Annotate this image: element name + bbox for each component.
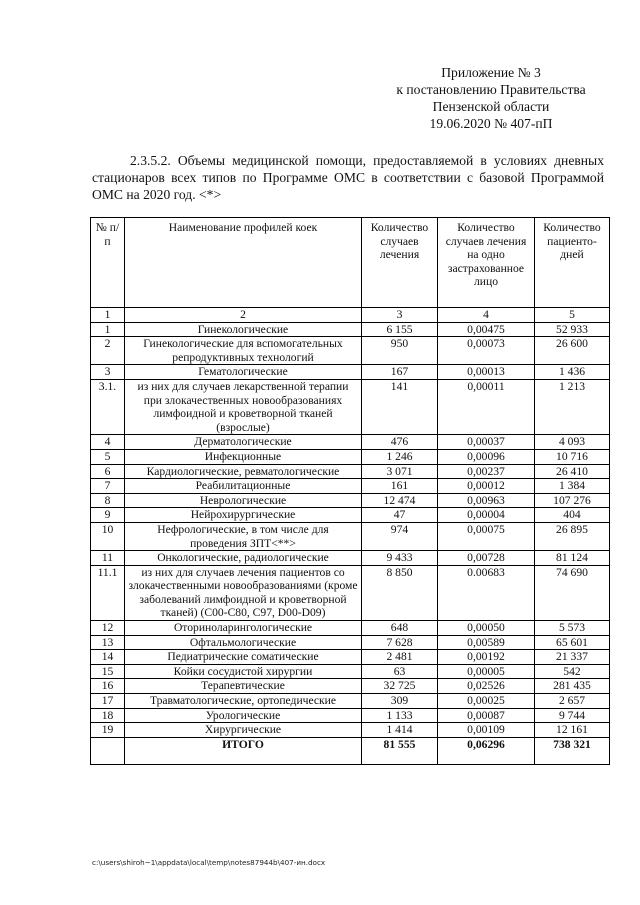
row-num: 17 [91,694,125,709]
row-name: Гематологические [125,365,362,380]
row-patient-days: 21 337 [535,650,610,665]
table-row [91,694,610,709]
row-patient-days: 26 410 [535,464,610,479]
col-number: 4 [438,308,535,323]
row-num: 13 [91,635,125,650]
row-per-insured: 0,00192 [438,650,535,665]
row-patient-days: 9 744 [535,708,610,723]
row-name: Офтальмологические [125,635,362,650]
header-per-insured: Количество случаев лечения на одно застрахованное лицо [438,218,535,308]
row-patient-days: 1 213 [535,379,610,434]
row-name: Инфекционные [125,449,362,464]
table-row [91,464,610,479]
row-name: Терапевтические [125,679,362,694]
row-per-insured: 0,02526 [438,679,535,694]
row-cases: 1 246 [362,449,438,464]
row-patient-days: 542 [535,664,610,679]
row-cases: 167 [362,365,438,380]
row-per-insured: 0,00025 [438,694,535,709]
section-intro [92,152,604,203]
row-per-insured: 0,00589 [438,635,535,650]
table-row [91,493,610,508]
row-patient-days: 404 [535,508,610,523]
row-cases: 3 071 [362,464,438,479]
section-intro-text: 2.3.5.2. Объемы медицинской помощи, предоставляемой в условиях дневных стационаров всех типов по Программе ОМС в соответствии с базовой Программой ОМС на 2020 год. <*> [92,153,604,202]
row-per-insured: 0,00073 [438,337,535,365]
table-row [91,365,610,380]
row-name: Травматологические, ортопедические [125,694,362,709]
row-patient-days: 26 600 [535,337,610,365]
row-name: Реабилитационные [125,479,362,494]
table-row [91,708,610,723]
row-per-insured: 0,00011 [438,379,535,434]
row-cases: 8 850 [362,565,438,620]
row-num: 8 [91,493,125,508]
row-cases: 2 481 [362,650,438,665]
header-patient-days: Количество пациенто-дней [535,218,610,308]
row-name: Неврологические [125,493,362,508]
col-number: 5 [535,308,610,323]
row-patient-days: 74 690 [535,565,610,620]
row-patient-days: 81 124 [535,551,610,566]
row-cases: 141 [362,379,438,434]
table-row [91,508,610,523]
row-name: Гинекологические для вспомогательных репродуктивных технологий [125,337,362,365]
row-per-insured: 0,00004 [438,508,535,523]
total-patient-days: 738 321 [535,737,610,764]
row-per-insured: 0,00075 [438,522,535,550]
column-number-row [91,308,610,323]
row-num: 16 [91,679,125,694]
table-row [91,435,610,450]
table-row [91,551,610,566]
row-cases: 950 [362,337,438,365]
file-path-footer: c:\users\shiroh~1\appdata\local\temp\notes87944b\407-ин.docx [92,858,326,867]
appendix-date: 19.06.2020 № 407-пП [429,116,553,131]
total-per-insured: 0,06296 [438,737,535,764]
row-num: 1 [91,322,125,337]
row-num: 11 [91,551,125,566]
table-row [91,522,610,550]
row-per-insured: 0,00109 [438,723,535,738]
row-per-insured: 0,00096 [438,449,535,464]
row-name: из них для случаев лечения пациентов со злокачественными новообразованиями (кроме заболеваний лимфоидной и кроветворной тканей) (C00-C80, C97, D00-D09) [125,565,362,620]
table-header-row [91,218,610,308]
row-num: 14 [91,650,125,665]
row-per-insured: 0,00012 [438,479,535,494]
appendix-ref: к постановлению Правительства [396,82,586,97]
row-num: 5 [91,449,125,464]
table-row [91,650,610,665]
appendix-region: Пензенской области [432,99,550,114]
row-patient-days: 4 093 [535,435,610,450]
row-per-insured: 0,00475 [438,322,535,337]
row-patient-days: 52 933 [535,322,610,337]
table-row [91,635,610,650]
table-row [91,379,610,434]
row-patient-days: 1 384 [535,479,610,494]
appendix-title: Приложение № 3 [441,65,541,80]
row-name: Хирургические [125,723,362,738]
table-row [91,565,610,620]
table-row [91,679,610,694]
table-row [91,664,610,679]
row-cases: 47 [362,508,438,523]
col-number: 3 [362,308,438,323]
row-num: 11.1 [91,565,125,620]
row-name: Нейрохирургические [125,508,362,523]
row-patient-days: 12 161 [535,723,610,738]
row-per-insured: 0,00013 [438,365,535,380]
row-name: Дерматологические [125,435,362,450]
row-cases: 32 725 [362,679,438,694]
row-name: из них для случаев лекарственной терапии при злокачественных новообразованиях лимфоидной и кроветворной тканей (взрослые) [125,379,362,434]
row-patient-days: 10 716 [535,449,610,464]
col-number: 2 [125,308,362,323]
row-patient-days: 1 436 [535,365,610,380]
row-num: 18 [91,708,125,723]
row-per-insured: 0,00237 [438,464,535,479]
row-name: Урологические [125,708,362,723]
row-name: Койки сосудистой хирургии [125,664,362,679]
row-per-insured: 0,00005 [438,664,535,679]
header-name: Наименование профилей коек [125,218,362,308]
row-name: Кардиологические, ревматологические [125,464,362,479]
row-num: 10 [91,522,125,550]
row-per-insured: 0,00728 [438,551,535,566]
row-cases: 1 414 [362,723,438,738]
row-name: Оториноларингологические [125,621,362,636]
row-name: Педиатрические соматические [125,650,362,665]
row-cases: 161 [362,479,438,494]
row-patient-days: 5 573 [535,621,610,636]
total-cases: 81 555 [362,737,438,764]
row-num: 19 [91,723,125,738]
row-num: 2 [91,337,125,365]
row-num: 3 [91,365,125,380]
row-per-insured: 0,00050 [438,621,535,636]
appendix-header [380,64,602,132]
row-num: 4 [91,435,125,450]
row-cases: 12 474 [362,493,438,508]
header-cases: Количество случаев лечения [362,218,438,308]
row-patient-days: 2 657 [535,694,610,709]
row-cases: 309 [362,694,438,709]
row-per-insured: 0,00087 [438,708,535,723]
row-cases: 648 [362,621,438,636]
row-num: 9 [91,508,125,523]
row-cases: 7 628 [362,635,438,650]
table-row [91,723,610,738]
row-per-insured: 0,00963 [438,493,535,508]
total-row [91,737,610,764]
row-cases: 6 155 [362,322,438,337]
row-name: Нефрологические, в том числе для проведения ЗПТ<**> [125,522,362,550]
table-row [91,337,610,365]
row-cases: 974 [362,522,438,550]
row-cases: 476 [362,435,438,450]
row-per-insured: 0.00683 [438,565,535,620]
row-per-insured: 0,00037 [438,435,535,450]
volumes-table [90,217,610,765]
table-row [91,479,610,494]
row-name: Онкологические, радиологические [125,551,362,566]
row-cases: 9 433 [362,551,438,566]
row-patient-days: 281 435 [535,679,610,694]
table-row [91,449,610,464]
table-row [91,322,610,337]
row-num: 15 [91,664,125,679]
row-num: 12 [91,621,125,636]
row-cases: 1 133 [362,708,438,723]
total-num [91,737,125,764]
row-num: 3.1. [91,379,125,434]
row-num: 6 [91,464,125,479]
row-patient-days: 107 276 [535,493,610,508]
row-patient-days: 26 895 [535,522,610,550]
row-name: Гинекологические [125,322,362,337]
col-number: 1 [91,308,125,323]
table-row [91,621,610,636]
row-num: 7 [91,479,125,494]
total-label: ИТОГО [125,737,362,764]
row-patient-days: 65 601 [535,635,610,650]
row-cases: 63 [362,664,438,679]
header-num: № п/п [91,218,125,308]
